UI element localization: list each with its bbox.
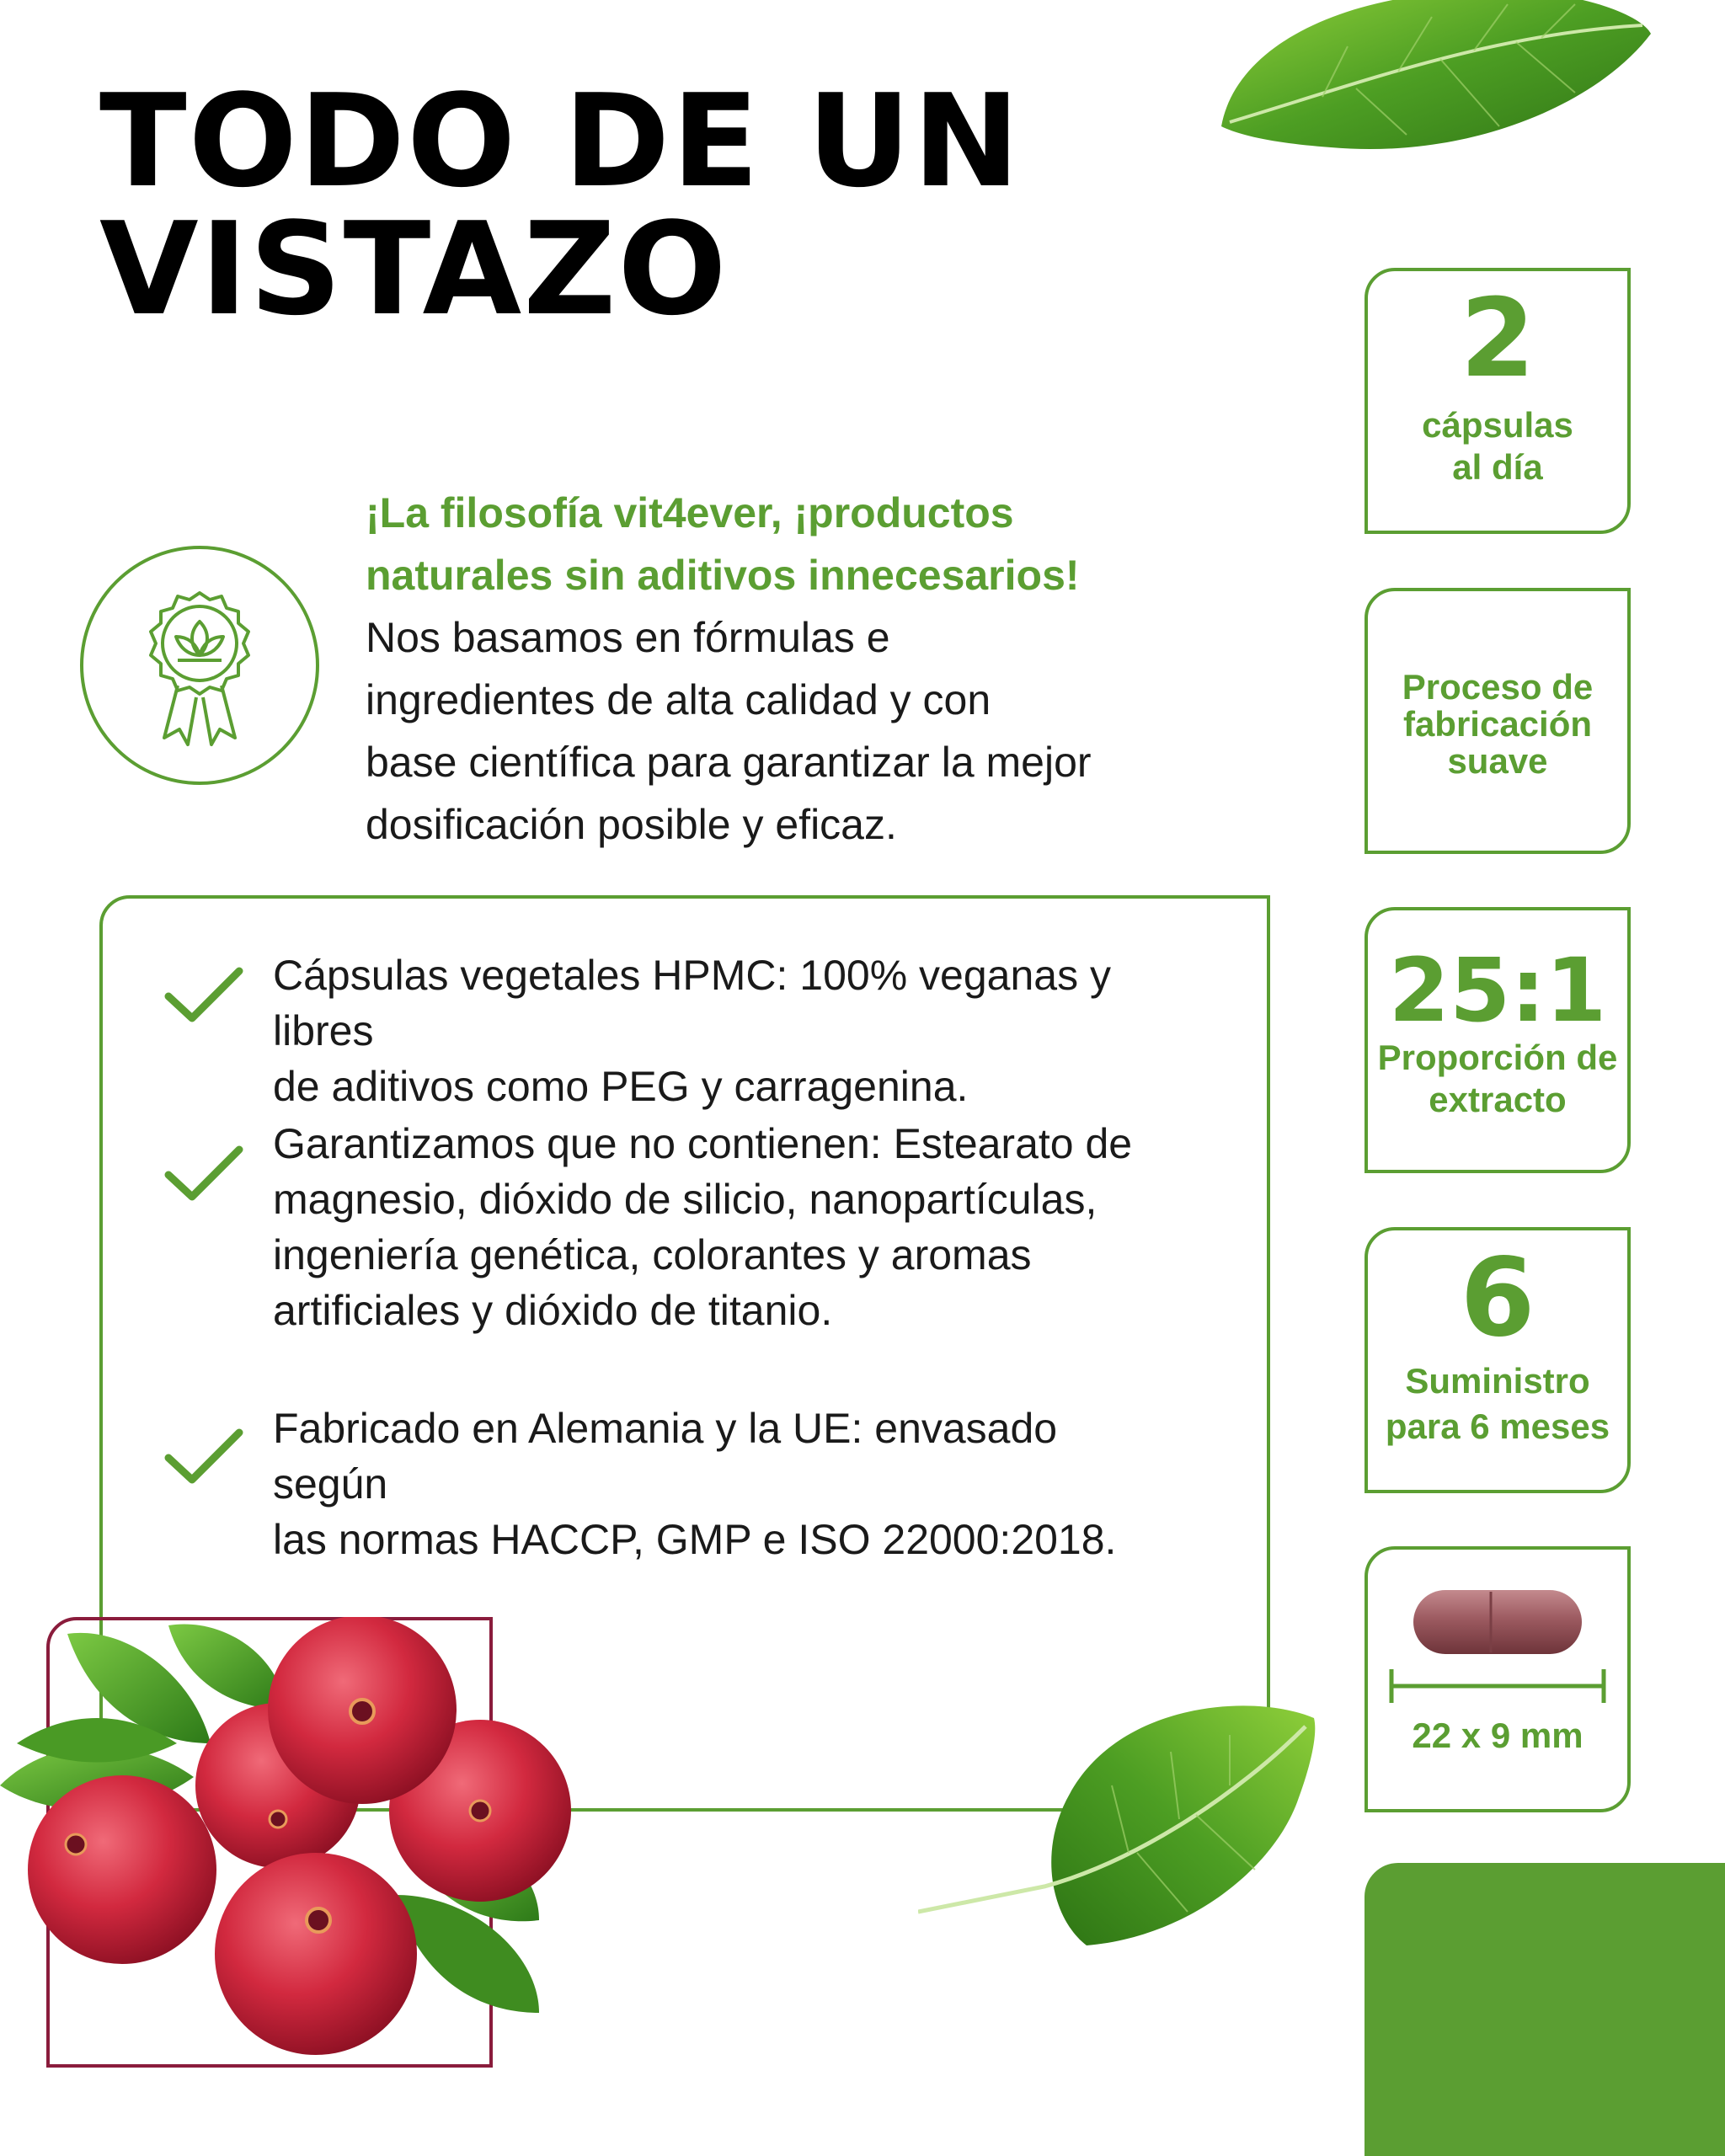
philosophy-body-line-1: Nos basamos en fórmulas e	[366, 614, 890, 661]
stat-label: fabricación	[1402, 704, 1593, 744]
checkmark-icon	[162, 1141, 246, 1209]
stat-label: Suministro	[1405, 1361, 1590, 1401]
stat-label: suave	[1447, 741, 1548, 781]
feature-item-no-additives	[162, 1116, 1156, 1338]
stat-card-supply	[1365, 1227, 1631, 1493]
stat-label: Proceso de	[1402, 667, 1594, 707]
title-line-1: TODO DE UN	[99, 67, 1022, 216]
feature-line: artificiales y dióxido de titanio.	[273, 1287, 833, 1334]
philosophy-body-line-3: base científica para garantizar la mejor	[366, 739, 1092, 786]
stat-value: 25:1	[1388, 939, 1607, 1042]
checkmark-icon	[162, 1424, 246, 1492]
philosophy-section	[366, 482, 1191, 856]
leaf-top-image	[1204, 0, 1659, 160]
title-line-2: VISTAZO	[99, 195, 729, 344]
stat-card-capsule-size	[1365, 1546, 1631, 1812]
cranberries-image	[0, 1617, 590, 2055]
feature-line: ingeniería genética, colorantes y aromas	[273, 1231, 1032, 1278]
feature-line: Fabricado en Alemania y la UE: envasado según	[273, 1405, 1058, 1508]
stat-card-extract-ratio	[1365, 907, 1631, 1173]
philosophy-body-line-4: dosificación posible y eficaz.	[366, 801, 897, 848]
capsule-size-label: 22 x 9 mm	[1412, 1716, 1583, 1755]
capsule-icon	[1388, 1585, 1607, 1728]
feature-item-made-in-germany	[162, 1401, 1156, 1567]
stat-label: al día	[1452, 447, 1543, 487]
stat-value: 2	[1460, 276, 1535, 402]
leaf-bottom-image	[918, 1684, 1322, 1962]
green-corner-block	[1365, 1863, 1725, 2156]
stat-label: extracto	[1429, 1080, 1567, 1119]
feature-line: Garantizamos que no contienen: Estearato de	[273, 1120, 1133, 1167]
stat-card-gentle-process	[1365, 588, 1631, 854]
quality-seal-leaf-icon	[83, 549, 316, 782]
philosophy-headline-line-1: ¡La filosofía vit4ever, ¡productos	[366, 489, 1014, 536]
feature-text	[273, 1116, 1156, 1338]
quality-badge	[80, 546, 319, 785]
feature-text	[273, 1401, 1156, 1567]
philosophy-body-line-2: ingredientes de alta calidad y con	[366, 676, 991, 723]
feature-line: las normas HACCP, GMP e ISO 22000:2018.	[273, 1516, 1117, 1563]
page-title	[99, 67, 1022, 344]
stat-label: Proporción de	[1377, 1038, 1618, 1077]
philosophy-headline-line-2: naturales sin aditivos innecesarios!	[366, 552, 1080, 599]
feature-item-vegan-capsules	[162, 947, 1156, 1114]
philosophy-headline	[366, 482, 1191, 606]
philosophy-body	[366, 606, 1191, 856]
stat-value: 6	[1460, 1235, 1535, 1361]
feature-line: magnesio, dióxido de silicio, nanopartículas,	[273, 1176, 1097, 1223]
stat-card-capsules-per-day	[1365, 268, 1631, 534]
stat-label: cápsulas	[1422, 405, 1573, 445]
feature-line: Cápsulas vegetales HPMC: 100% veganas y libres	[273, 952, 1111, 1054]
feature-text	[273, 947, 1156, 1114]
feature-line: de aditivos como PEG y carragenina.	[273, 1063, 969, 1110]
checkmark-icon	[162, 963, 246, 1030]
stat-label: para 6 meses	[1385, 1406, 1610, 1446]
